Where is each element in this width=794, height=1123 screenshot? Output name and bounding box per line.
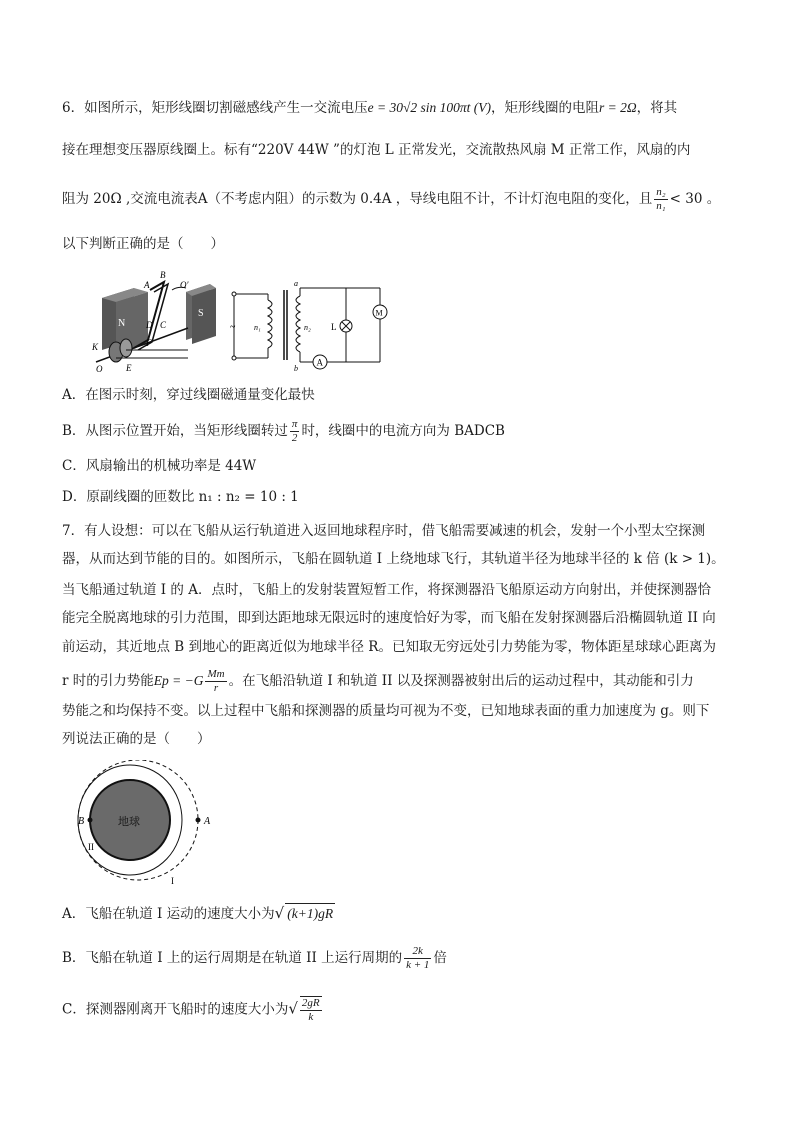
q7-line-8: 列说法正确的是（ ） <box>62 731 211 747</box>
ac-source-symbol: ~ <box>230 322 236 333</box>
label-O-prime: O′ <box>180 280 189 290</box>
label-C: C <box>160 320 167 330</box>
q7-orbit-figure <box>66 760 226 890</box>
q7-option-c-fraction: $\frac{2gR}{k}$ <box>301 997 320 1023</box>
q6-text: 6．如图所示，矩形线圈切割磁感线产生一交流电压 <box>62 100 368 116</box>
q7-option-c <box>62 996 324 1024</box>
q7-line-6 <box>62 668 694 695</box>
q6-option-b <box>62 418 505 445</box>
label-A: A <box>204 816 211 827</box>
q6-turns-ratio-fraction: $\frac{\text{n₂}}{\text{n₁}}$ <box>656 186 666 212</box>
q6-option-b-text: B．从图示位置开始，当矩形线圈转过 <box>62 423 288 439</box>
q6-option-a: A．在图示时刻，穿过线圈磁通量变化最快 <box>62 387 315 403</box>
label-A: A <box>144 280 150 290</box>
q7-option-a <box>62 903 335 924</box>
q7-option-b-fraction: $\frac{2k}{k + 1}$ <box>406 945 430 971</box>
label-orbit-I: I <box>171 876 174 886</box>
q6-line-4: 以下判断正确的是（ ） <box>62 236 224 252</box>
label-N: N <box>118 318 126 329</box>
q7-line-7: 势能之和均保持不变。以上过程中飞船和探测器的质量均可视为不变，已知地球表面的重力加速度为 g。则下 <box>62 703 710 719</box>
q7-option-a-text: A．飞船在轨道 I 运动的速度大小为 <box>62 906 275 922</box>
q6-resistance: r = 2Ω <box>599 100 637 115</box>
label-ammeter: A <box>316 357 323 368</box>
q7-text: 。在飞船沿轨道 I 和轨道 II 以及探测器被射出后的运动过程中，其动能和引力 <box>228 673 694 689</box>
q7-option-b <box>62 945 447 972</box>
label-M: M <box>375 308 383 318</box>
label-B: B <box>160 270 166 280</box>
q7-line-5: 前运动，其近地点 B 到地心的距离近似为地球半径 R。已知取无穷远处引力势能为零，物体距星球球心距离为 <box>62 639 716 655</box>
q7-potential-energy-formula: Ep = −G <box>153 673 204 688</box>
q7-line-1: 7．有人设想：可以在飞船从运行轨道进入返回地球程序时，借飞船需要减速的机会，发射一个小型太空探测 <box>62 523 706 539</box>
q6-line-2: 接在理想变压器原线圈上。标有“220V 44W ”的灯泡 L 正常发光，交流散热风扇 M 正常工作，风扇的内 <box>62 142 691 158</box>
q6-voltage-formula: e = 30√2 sin 100πt (V) <box>367 100 491 115</box>
q6-option-d: D．原副线圈的匝数比 n₁ : n₂ = 10 : 1 <box>62 489 299 505</box>
q6-option-b-fraction: $\frac{\pi}{2}$ <box>291 418 298 444</box>
q7-option-b-text: 倍 <box>433 950 447 966</box>
label-K: K <box>92 342 99 352</box>
q6-text: ，将其 <box>636 100 678 116</box>
q7-option-b-text: B．飞船在轨道 I 上的运行周期是在轨道 II 上运行周期的 <box>62 950 403 966</box>
label-n2: n₂ <box>304 323 311 332</box>
q7-line-2: 器，从而达到节能的目的。如图所示，飞船在圆轨道 I 上绕地球飞行，其轨道半径为地球半径的 k 倍 (k > 1)。 <box>62 551 725 567</box>
label-S: S <box>198 308 204 319</box>
label-earth: 地球 <box>118 816 140 828</box>
label-a: a <box>294 279 298 288</box>
label-D: D <box>146 320 153 330</box>
point-B <box>88 818 93 823</box>
label-n1: n₁ <box>254 323 261 332</box>
q6-option-b-text: 时，线圈中的电流方向为 BADCB <box>301 423 505 439</box>
label-B: B <box>78 816 85 827</box>
label-O: O <box>96 364 103 374</box>
label-b: b <box>294 364 298 373</box>
q7-option-c-text: C．探测器刚离开飞船时的速度大小为 <box>62 1001 289 1018</box>
label-F: F <box>146 338 152 348</box>
q6-option-c: C．风扇输出的机械功率是 44W <box>62 458 257 474</box>
q6-text: ，矩形线圈的电阻 <box>491 100 599 116</box>
label-orbit-II: II <box>88 842 94 852</box>
q6-generator-transformer-figure <box>88 270 398 375</box>
sqrt-symbol: √ <box>288 999 298 1018</box>
q6-text: < 30 。 <box>669 191 721 207</box>
q6-text: 阻为 20Ω ,交流电流表A（不考虑内阻）的示数为 0.4A ，导线电阻不计，不计灯泡电阻的变化，且 <box>62 191 653 207</box>
q7-option-a-radicand: (k+1)gR <box>285 903 335 924</box>
label-L: L <box>331 322 337 332</box>
label-E: E <box>126 363 132 373</box>
point-A <box>196 818 201 823</box>
q6-line-3 <box>62 186 720 213</box>
q7-line-4: 能完全脱离地球的引力范围，即到达距地球无限远时的速度恰好为零，而飞船在发射探测器后沿椭圆轨道 II 向 <box>62 610 716 626</box>
slip-ring <box>120 339 132 357</box>
q6-line-1 <box>62 98 677 118</box>
sqrt-symbol: √ <box>274 904 285 922</box>
q7-line-3: 当飞船通过轨道 I 的 A．点时，飞船上的发射装置短暂工作，将探测器沿飞船原运动方向射出，并使探测器恰 <box>62 582 711 598</box>
q7-text: r 时的引力势能 <box>62 673 154 689</box>
q7-potential-energy-fraction: $\frac{Mm}{r}$ <box>207 668 225 694</box>
